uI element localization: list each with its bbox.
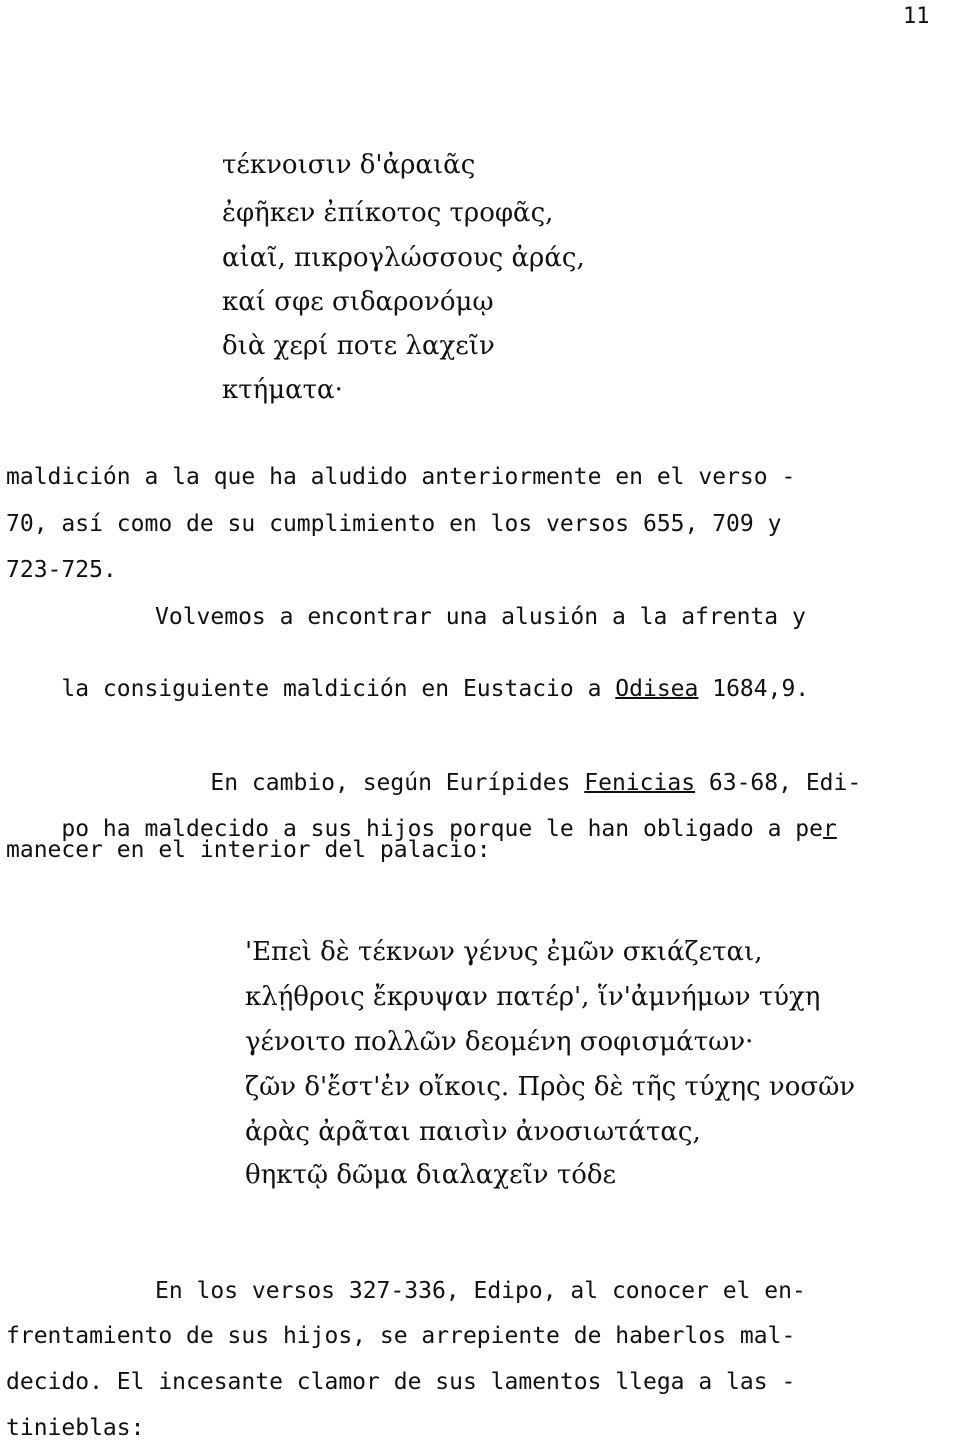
greek-line: καί σφε σιδαρονόμῳ bbox=[222, 287, 494, 317]
text-segment: po ha maldecido a sus hijos porque le han obligado a pe bbox=[61, 816, 823, 842]
greek-line: ἐφῆκεν ἐπίκοτος τροφᾶς, bbox=[222, 198, 554, 228]
greek-line: ἀρὰς ἀρᾶται παισὶν ἀνοσιωτάτας, bbox=[245, 1117, 701, 1147]
text-line: En los versos 327-336, Edipo, al conocer el en- bbox=[155, 1278, 806, 1304]
greek-line: 'Επεὶ δὲ τέκνων γένυς ἐμῶν σκιάζεται, bbox=[245, 937, 763, 967]
page-number: 11 bbox=[903, 4, 930, 29]
text-line: 70, así como de su cumplimiento en los versos 655, 709 y bbox=[6, 511, 782, 537]
greek-line: τέκνοισιν δ'ἀραιᾶς bbox=[222, 150, 476, 180]
text-line: tinieblas: bbox=[6, 1415, 145, 1441]
greek-line: θηκτῷ δῶμα διαλαχεῖν τόδε bbox=[245, 1160, 616, 1190]
greek-line: ζῶν δ'ἔστ'ἐν οἴκοις. Πρὸς δὲ τῆς τύχης νοσῶν bbox=[245, 1072, 856, 1102]
greek-line: κλῄθροις ἔκρυψαν πατέρ', ἵν'ἀμνήμων τύχη bbox=[245, 982, 821, 1012]
text-line: decido. El incesante clamor de sus lamentos llega a las - bbox=[6, 1369, 796, 1395]
text-segment: 63-68, Edi- bbox=[695, 770, 862, 796]
text-segment: la consiguiente maldición en Eustacio a bbox=[61, 676, 616, 702]
text-line: maldición a la que ha aludido anteriormente en el verso - bbox=[6, 464, 796, 490]
text-line: Volvemos a encontrar una alusión a la afrenta y bbox=[155, 604, 806, 630]
greek-line: γένοιτο πολλῶν δεομένη σοφισμάτων· bbox=[245, 1027, 754, 1057]
greek-line: διὰ χερί ποτε λαχεῖν bbox=[222, 331, 495, 361]
greek-line: αἰαῖ, πικρογλώσσους ἀράς, bbox=[222, 243, 585, 273]
greek-line: κτήματα· bbox=[222, 375, 343, 405]
text-segment: En cambio, según Eurípides bbox=[210, 770, 585, 796]
title-fenicias: Fenicias bbox=[584, 770, 696, 796]
text-line: manecer en el interior del palacio: bbox=[6, 837, 491, 863]
text-segment: 1684,9. bbox=[698, 676, 810, 702]
text-line bbox=[6, 650, 809, 728]
title-odisea: Odisea bbox=[615, 676, 699, 702]
text-line: frentamiento de sus hijos, se arrepiente de haberlos mal- bbox=[6, 1323, 796, 1349]
text-line: 723-725. bbox=[6, 557, 117, 583]
text-segment: r bbox=[823, 816, 837, 842]
